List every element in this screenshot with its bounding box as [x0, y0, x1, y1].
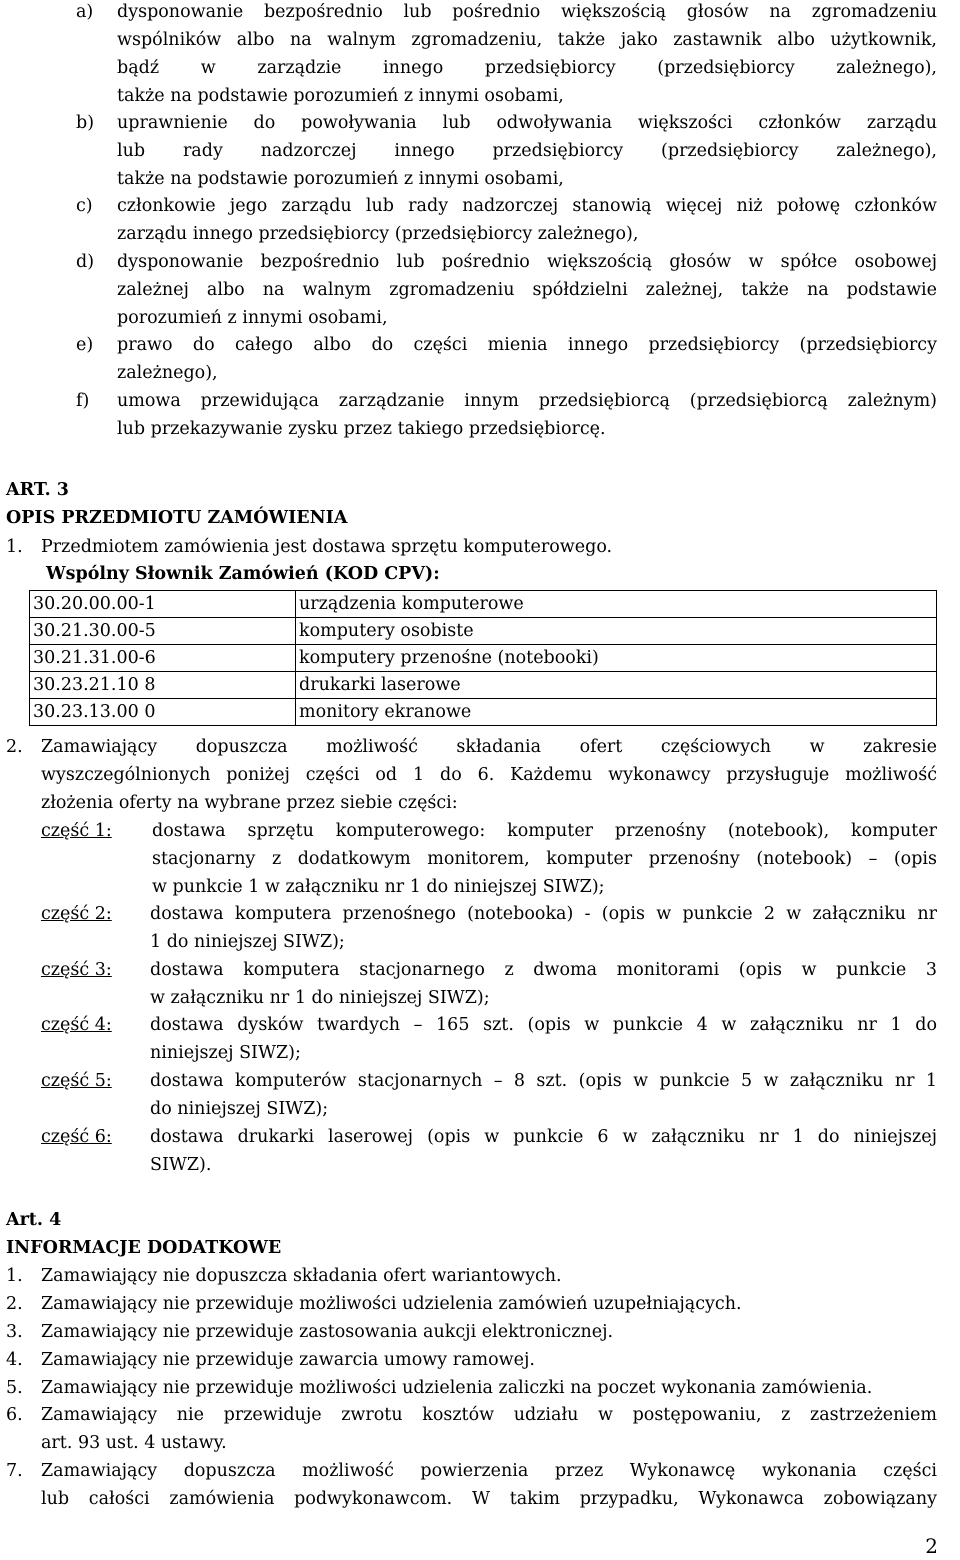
item-number: 6. [6, 1405, 23, 1425]
page-number: 2 [925, 1534, 938, 1558]
list-line: bądź w zarządzie innego przedsiębiorcy (przedsiębiorcy zależnego), [117, 58, 937, 78]
part-line: dostawa drukarki laserowej (opis w punkcie 6 w załączniku nr 1 do niniejszej [150, 1127, 937, 1147]
cpv-code: 30.23.21.10 8 [30, 672, 296, 699]
cpv-code: 30.20.00.00-1 [30, 591, 296, 618]
item-number: 2. [6, 1294, 23, 1314]
item-number: 7. [6, 1461, 23, 1481]
part-label: część 1: [41, 821, 112, 841]
part-label: część 3: [41, 960, 112, 980]
item-number: 4. [6, 1350, 23, 1370]
part-line: dostawa komputerów stacjonarnych – 8 szt. (opis w punkcie 5 w załączniku nr 1 [150, 1071, 937, 1091]
part-line: stacjonarny z dodatkowym monitorem, komputer przenośny (notebook) – (opis [152, 849, 937, 869]
list-line: dysponowanie bezpośrednio lub pośrednio większością głosów na zgromadzeniu [117, 2, 937, 22]
cpv-name: monitory ekranowe [296, 699, 937, 726]
part-line: niniejszej SIWZ); [150, 1043, 301, 1063]
cpv-code: 30.21.30.00-5 [30, 618, 296, 645]
item-line: Zamawiający nie przewiduje zwrotu kosztów udziału w postępowaniu, z zastrzeżeniem [41, 1405, 937, 1425]
list-line: prawo do całego albo do części mienia innego przedsiębiorcy (przedsiębiorcy [117, 335, 937, 355]
item-number: 5. [6, 1378, 23, 1398]
paragraph-line: wyszczególnionych poniżej części od 1 do 6. Każdemu wykonawcy przysługuje możliwość [41, 765, 937, 785]
paragraph-line: złożenia oferty na wybrane przez siebie części: [41, 793, 458, 813]
list-line: także na podstawie porozumień z innymi osobami, [117, 86, 564, 106]
list-marker: d) [76, 252, 95, 272]
section-title: INFORMACJE DODATKOWE [6, 1238, 282, 1258]
part-line: dostawa komputera stacjonarnego z dwoma monitorami (opis w punkcie 3 [150, 960, 937, 980]
article-heading: ART. 3 [6, 480, 69, 500]
list-line: lub przekazywanie zysku przez takiego przedsiębiorcę. [117, 419, 606, 439]
list-line: zarządu innego przedsiębiorcy (przedsiębiorcy zależnego), [117, 224, 639, 244]
list-line: członkowie jego zarządu lub rady nadzorczej stanowią więcej niż połowę członków [117, 196, 937, 216]
item-line: Zamawiający nie przewiduje możliwości udzielenia zaliczki na poczet wykonania zamówienia. [41, 1378, 873, 1398]
paragraph-line: Zamawiający dopuszcza możliwość składania ofert częściowych w zakresie [41, 737, 937, 757]
table-row [30, 645, 937, 672]
cpv-heading: Wspólny Słownik Zamówień (KOD CPV): [46, 564, 440, 584]
list-line: wspólników albo na walnym zgromadzeniu, także jako zastawnik albo użytkownik, [117, 30, 937, 50]
part-label: część 2: [41, 904, 112, 924]
item-line: Zamawiający nie dopuszcza składania ofert wariantowych. [41, 1266, 562, 1286]
cpv-name: komputery osobiste [296, 618, 937, 645]
list-line: lub rady nadzorczej innego przedsiębiorcy (przedsiębiorcy zależnego), [117, 141, 937, 161]
list-line: umowa przewidująca zarządzanie innym przedsiębiorcą (przedsiębiorcą zależnym) [117, 391, 937, 411]
item-number: 3. [6, 1322, 23, 1342]
table-row [30, 672, 937, 699]
list-line: zależnego), [117, 363, 218, 383]
cpv-name: drukarki laserowe [296, 672, 937, 699]
part-line: SIWZ). [150, 1155, 212, 1175]
paragraph-text: Przedmiotem zamówienia jest dostawa sprzętu komputerowego. [41, 537, 613, 557]
part-line: dostawa sprzętu komputerowego: komputer przenośny (notebook), komputer [152, 821, 937, 841]
item-line: lub całości zamówienia podwykonawcom. W takim przypadku, Wykonawca zobowiązany [41, 1489, 937, 1509]
cpv-name: urządzenia komputerowe [296, 591, 937, 618]
part-line: do niniejszej SIWZ); [150, 1099, 329, 1119]
list-marker: c) [76, 196, 93, 216]
table-row [30, 591, 937, 618]
list-marker: e) [76, 335, 94, 355]
cpv-name: komputery przenośne (notebooki) [296, 645, 937, 672]
paragraph-number: 1. [6, 537, 23, 557]
list-line: zależnej albo na walnym zgromadzeniu spółdzielni zależnej, także na podstawie [117, 280, 937, 300]
item-line: art. 93 ust. 4 ustawy. [41, 1433, 227, 1453]
list-line: uprawnienie do powoływania lub odwoływania większości członków zarządu [117, 113, 937, 133]
list-marker: f) [76, 391, 90, 411]
part-line: w punkcie 1 w załączniku nr 1 do niniejszej SIWZ); [152, 877, 605, 897]
table-row [30, 618, 937, 645]
article-heading: Art. 4 [6, 1210, 62, 1230]
part-label: część 6: [41, 1127, 112, 1147]
item-line: Zamawiający nie przewiduje możliwości udzielenia zamówień uzupełniających. [41, 1294, 742, 1314]
list-line: porozumień z innymi osobami, [117, 308, 388, 328]
item-line: Zamawiający nie przewiduje zastosowania aukcji elektronicznej. [41, 1322, 614, 1342]
item-line: Zamawiający dopuszcza możliwość powierzenia przez Wykonawcę wykonania części [41, 1461, 937, 1481]
list-marker: a) [76, 2, 94, 22]
part-line: dostawa komputera przenośnego (notebooka) - (opis w punkcie 2 w załączniku nr [150, 904, 937, 924]
item-line: Zamawiający nie przewiduje zawarcia umowy ramowej. [41, 1350, 535, 1370]
list-line: dysponowanie bezpośrednio lub pośrednio większością głosów w spółce osobowej [117, 252, 937, 272]
part-label: część 5: [41, 1071, 112, 1091]
part-line: 1 do niniejszej SIWZ); [150, 932, 345, 952]
part-line: dostawa dysków twardych – 165 szt. (opis w punkcie 4 w załączniku nr 1 do [150, 1015, 937, 1035]
list-marker: b) [76, 113, 95, 133]
part-line: w załączniku nr 1 do niniejszej SIWZ); [150, 988, 490, 1008]
part-label: część 4: [41, 1015, 112, 1035]
cpv-table [29, 590, 937, 726]
cpv-code: 30.23.13.00 0 [30, 699, 296, 726]
item-number: 1. [6, 1266, 23, 1286]
table-row [30, 699, 937, 726]
section-title: OPIS PRZEDMIOTU ZAMÓWIENIA [6, 508, 348, 528]
cpv-code: 30.21.31.00-6 [30, 645, 296, 672]
paragraph-number: 2. [6, 737, 23, 757]
list-line: także na podstawie porozumień z innymi osobami, [117, 169, 564, 189]
